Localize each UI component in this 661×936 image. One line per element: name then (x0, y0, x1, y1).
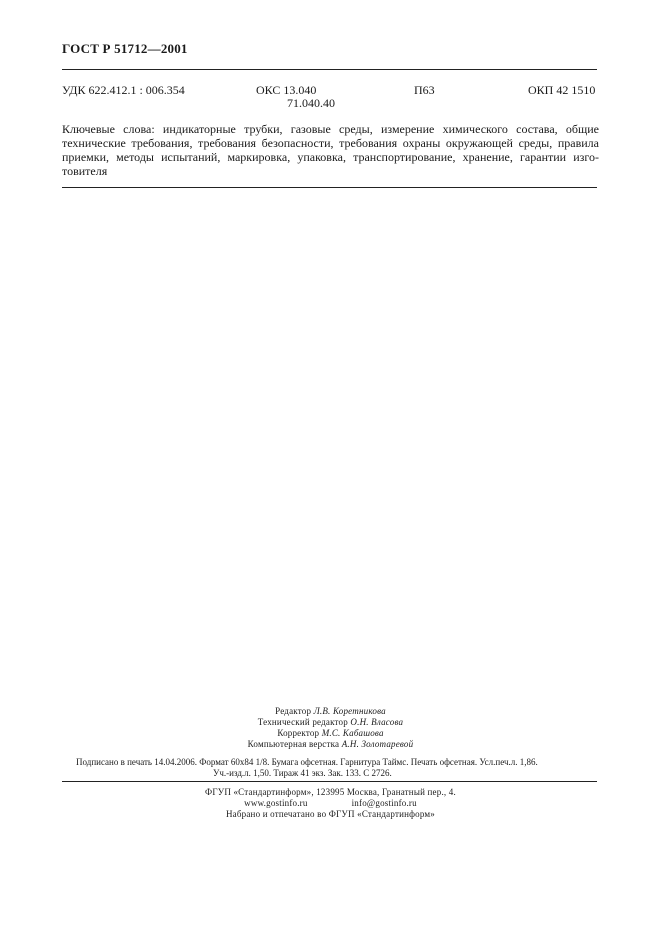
oks-code-2: 71.040.40 (287, 96, 335, 110)
group-code: П63 (414, 83, 435, 97)
top-divider (62, 69, 597, 70)
editor-name: Л.В. Коретникова (313, 706, 386, 716)
print-info-line: Уч.-изд.л. 1,50. Тираж 41 экз. Зак. 133. С 2726. (213, 768, 392, 778)
credits-block (0, 706, 661, 750)
corrector-name: М.С. Кабашова (321, 728, 384, 738)
keywords-line: товителя (62, 164, 108, 178)
editor-label: Редактор (275, 706, 312, 716)
editor-credit (0, 706, 661, 717)
layout-name: А.Н. Золотаревой (341, 739, 414, 749)
print-info-line: Подписано в печать 14.04.2006. Формат 60х84 1/8. Бумага офсетная. Гарнитура Таймс. Печать офсетная. Усл.печ.л. 1,86. (76, 757, 538, 767)
print-info-block (76, 757, 538, 779)
publisher-website-link[interactable]: www.gostinfo.ru (244, 798, 308, 808)
publisher-email-link[interactable]: info@gostinfo.ru (351, 798, 417, 808)
keywords-line: приемки, методы испытаний, маркировка, упаковка, транспортирование, хранение, гарантии изго- (62, 150, 599, 164)
tech-editor-name: О.Н. Власова (350, 717, 404, 727)
keywords-line: технические требования, требования безопасности, требования охраны окружающей среды, правила (62, 136, 599, 150)
keywords-paragraph (62, 122, 599, 178)
publisher-block (0, 787, 661, 820)
printed-by: Набрано и отпечатано во ФГУП «Стандартинформ» (225, 809, 436, 819)
publisher-divider (62, 781, 597, 782)
keywords-line: Ключевые слова: индикаторные трубки, газовые среды, измерение химического состава, общие (62, 122, 599, 136)
corrector-credit (0, 728, 661, 739)
oks-code-1: ОКС 13.040 (256, 83, 317, 97)
publisher-address: ФГУП «Стандартинформ», 123995 Москва, Гранатный пер., 4. (205, 787, 456, 797)
tech-editor-credit (0, 717, 661, 728)
tech-editor-label: Технический редактор (257, 717, 348, 727)
layout-label: Компьютерная верстка (247, 739, 340, 749)
keywords-divider (62, 187, 597, 188)
okp-code: ОКП 42 1510 (528, 83, 596, 97)
udk-code: УДК 622.412.1 : 006.354 (62, 83, 185, 97)
document-code: ГОСТ Р 51712—2001 (62, 41, 188, 56)
publisher-contacts (0, 798, 661, 809)
layout-credit (0, 739, 661, 750)
corrector-label: Корректор (277, 728, 320, 738)
